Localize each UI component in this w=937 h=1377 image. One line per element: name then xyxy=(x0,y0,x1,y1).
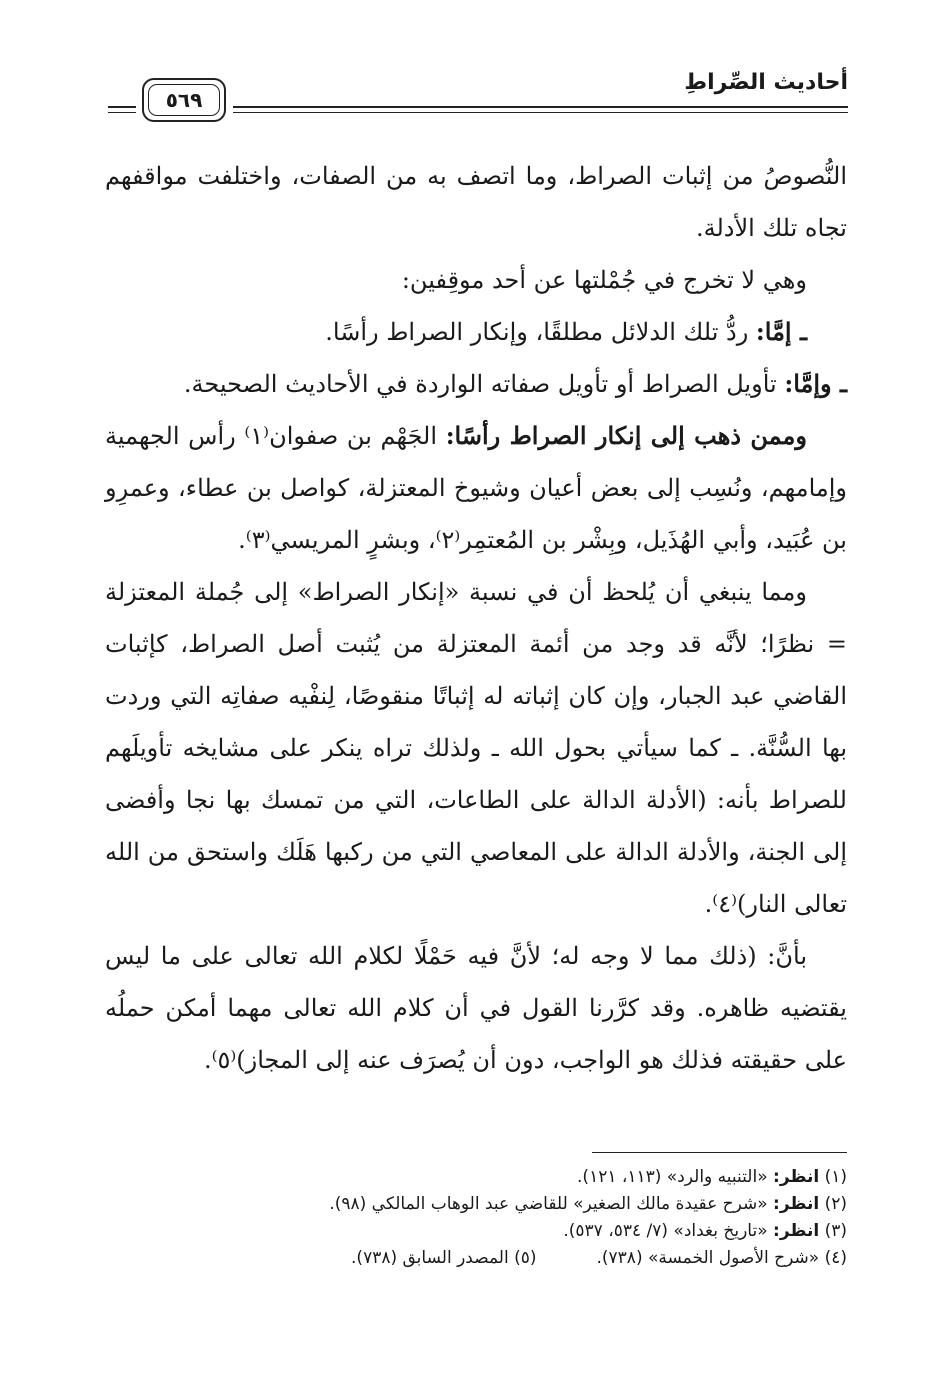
paragraph: وهي لا تخرج في جُمْلتها عن أحد موقِفين: xyxy=(401,266,807,294)
paragraph-text: الجَهْم بن صفوان⁽١⁾ رأس الجهمية وإمامهم، ونُسِب إلى بعض أعيان وشيوخ المعتزلة، كواصل بن عطاء، وعمرِو بن عُبَيد، وأبي الهُذَيل، وبِشْر بن المُعتمِر⁽٢⁾، وبشرٍ المريسي⁽٣⁾. xyxy=(105,422,847,554)
footnote-number: (٥) xyxy=(514,1248,537,1268)
header-rule xyxy=(233,106,848,108)
footnote-lead: انظر: xyxy=(773,1221,820,1241)
footnote-2 xyxy=(105,1191,847,1218)
page-header xyxy=(108,70,848,130)
footnote-number: (٤) xyxy=(824,1248,847,1268)
footnote-text: «التنبيه والرد» (١١٣، ١٢١). xyxy=(577,1167,768,1187)
footnote-number: (٢) xyxy=(824,1194,847,1214)
paragraph: بأنَّ: (ذلك مما لا وجه له؛ لأنَّ فيه حَمْلًا لكلام الله تعالى على ما ليس يقتضيه ظاهره. وقد كرَّرنا القول في أن كلام الله تعالى مهما أمكن حملُه على حقيقته فذلك هو الواجب، دون أن يُصرَف عنه إلى المجاز)⁽٥⁾. xyxy=(105,942,847,1074)
footnote-text: «تاريخ بغداد» (٧/ ٥٣٤، ٥٣٧). xyxy=(563,1221,768,1241)
footnote-3 xyxy=(105,1218,847,1245)
footnote-lead: انظر: xyxy=(773,1194,820,1214)
footnote-separator xyxy=(592,1152,847,1153)
footnotes xyxy=(105,1164,847,1272)
bold-lead: ـ وإمَّا: xyxy=(784,369,847,398)
paragraph xyxy=(105,306,847,358)
main-text xyxy=(105,150,847,1086)
page-number: ٥٦٩ xyxy=(148,84,220,116)
paragraph xyxy=(105,358,847,410)
footnote-lead: انظر: xyxy=(773,1167,820,1187)
paragraph xyxy=(105,410,847,566)
header-rule xyxy=(233,112,848,113)
page-number-frame xyxy=(142,78,226,122)
footnote-text: «شرح عقيدة مالك الصغير» للقاضي عبد الوهاب المالكي (٩٨). xyxy=(329,1194,768,1214)
paragraph-text: ردُّ تلك الدلائل مطلقًا، وإنكار الصراط رأسًا. xyxy=(325,318,756,346)
footnote-text: «شرح الأصول الخمسة» (٧٣٨). xyxy=(596,1248,820,1268)
bold-lead: ـ إمَّا: xyxy=(755,317,807,346)
bold-lead: وممن ذهب إلى إنكار الصراط رأسًا: xyxy=(445,421,807,450)
header-rule xyxy=(108,106,136,108)
paragraph-text: تأويل الصراط أو تأويل صفاته الواردة في الأحاديث الصحيحة. xyxy=(183,370,785,398)
footnote-1 xyxy=(105,1164,847,1191)
running-title: أحاديث الصِّراطِ xyxy=(684,70,848,95)
paragraph: النُّصوصُ من إثبات الصراط، وما اتصف به من الصفات، واختلفت مواقفهم تجاه تلك الأدلة. xyxy=(105,162,847,242)
footnote-number: (١) xyxy=(824,1167,847,1187)
footnote-4-5 xyxy=(105,1245,847,1272)
header-rule xyxy=(108,112,136,113)
footnote-number: (٣) xyxy=(824,1221,847,1241)
footnote-text: المصدر السابق (٧٣٨). xyxy=(351,1248,509,1268)
paragraph: ومما ينبغي أن يُلحظ أن في نسبة «إنكار الصراط» إلى جُملة المعتزلة = نظرًا؛ لأنَّه قد وجد من أئمة المعتزلة من يُثبت أصل الصراط، كإثبات القاضي عبد الجبار، وإن كان إثباته له إثباتًا منقوصًا، لِنفْيه صفاتِه التي وردت بها السُّنَّة. ـ كما سيأتي بحول الله ـ ولذلك تراه ينكر على مشايخه تأويلَهم للصراط بأنه: (الأدلة الدالة على الطاعات، التي من تمسك بها نجا وأفضى إلى الجنة، والأدلة الدالة على المعاصي التي من ركبها هَلَك واستحق من الله تعالى النار)⁽٤⁾. xyxy=(105,578,847,918)
